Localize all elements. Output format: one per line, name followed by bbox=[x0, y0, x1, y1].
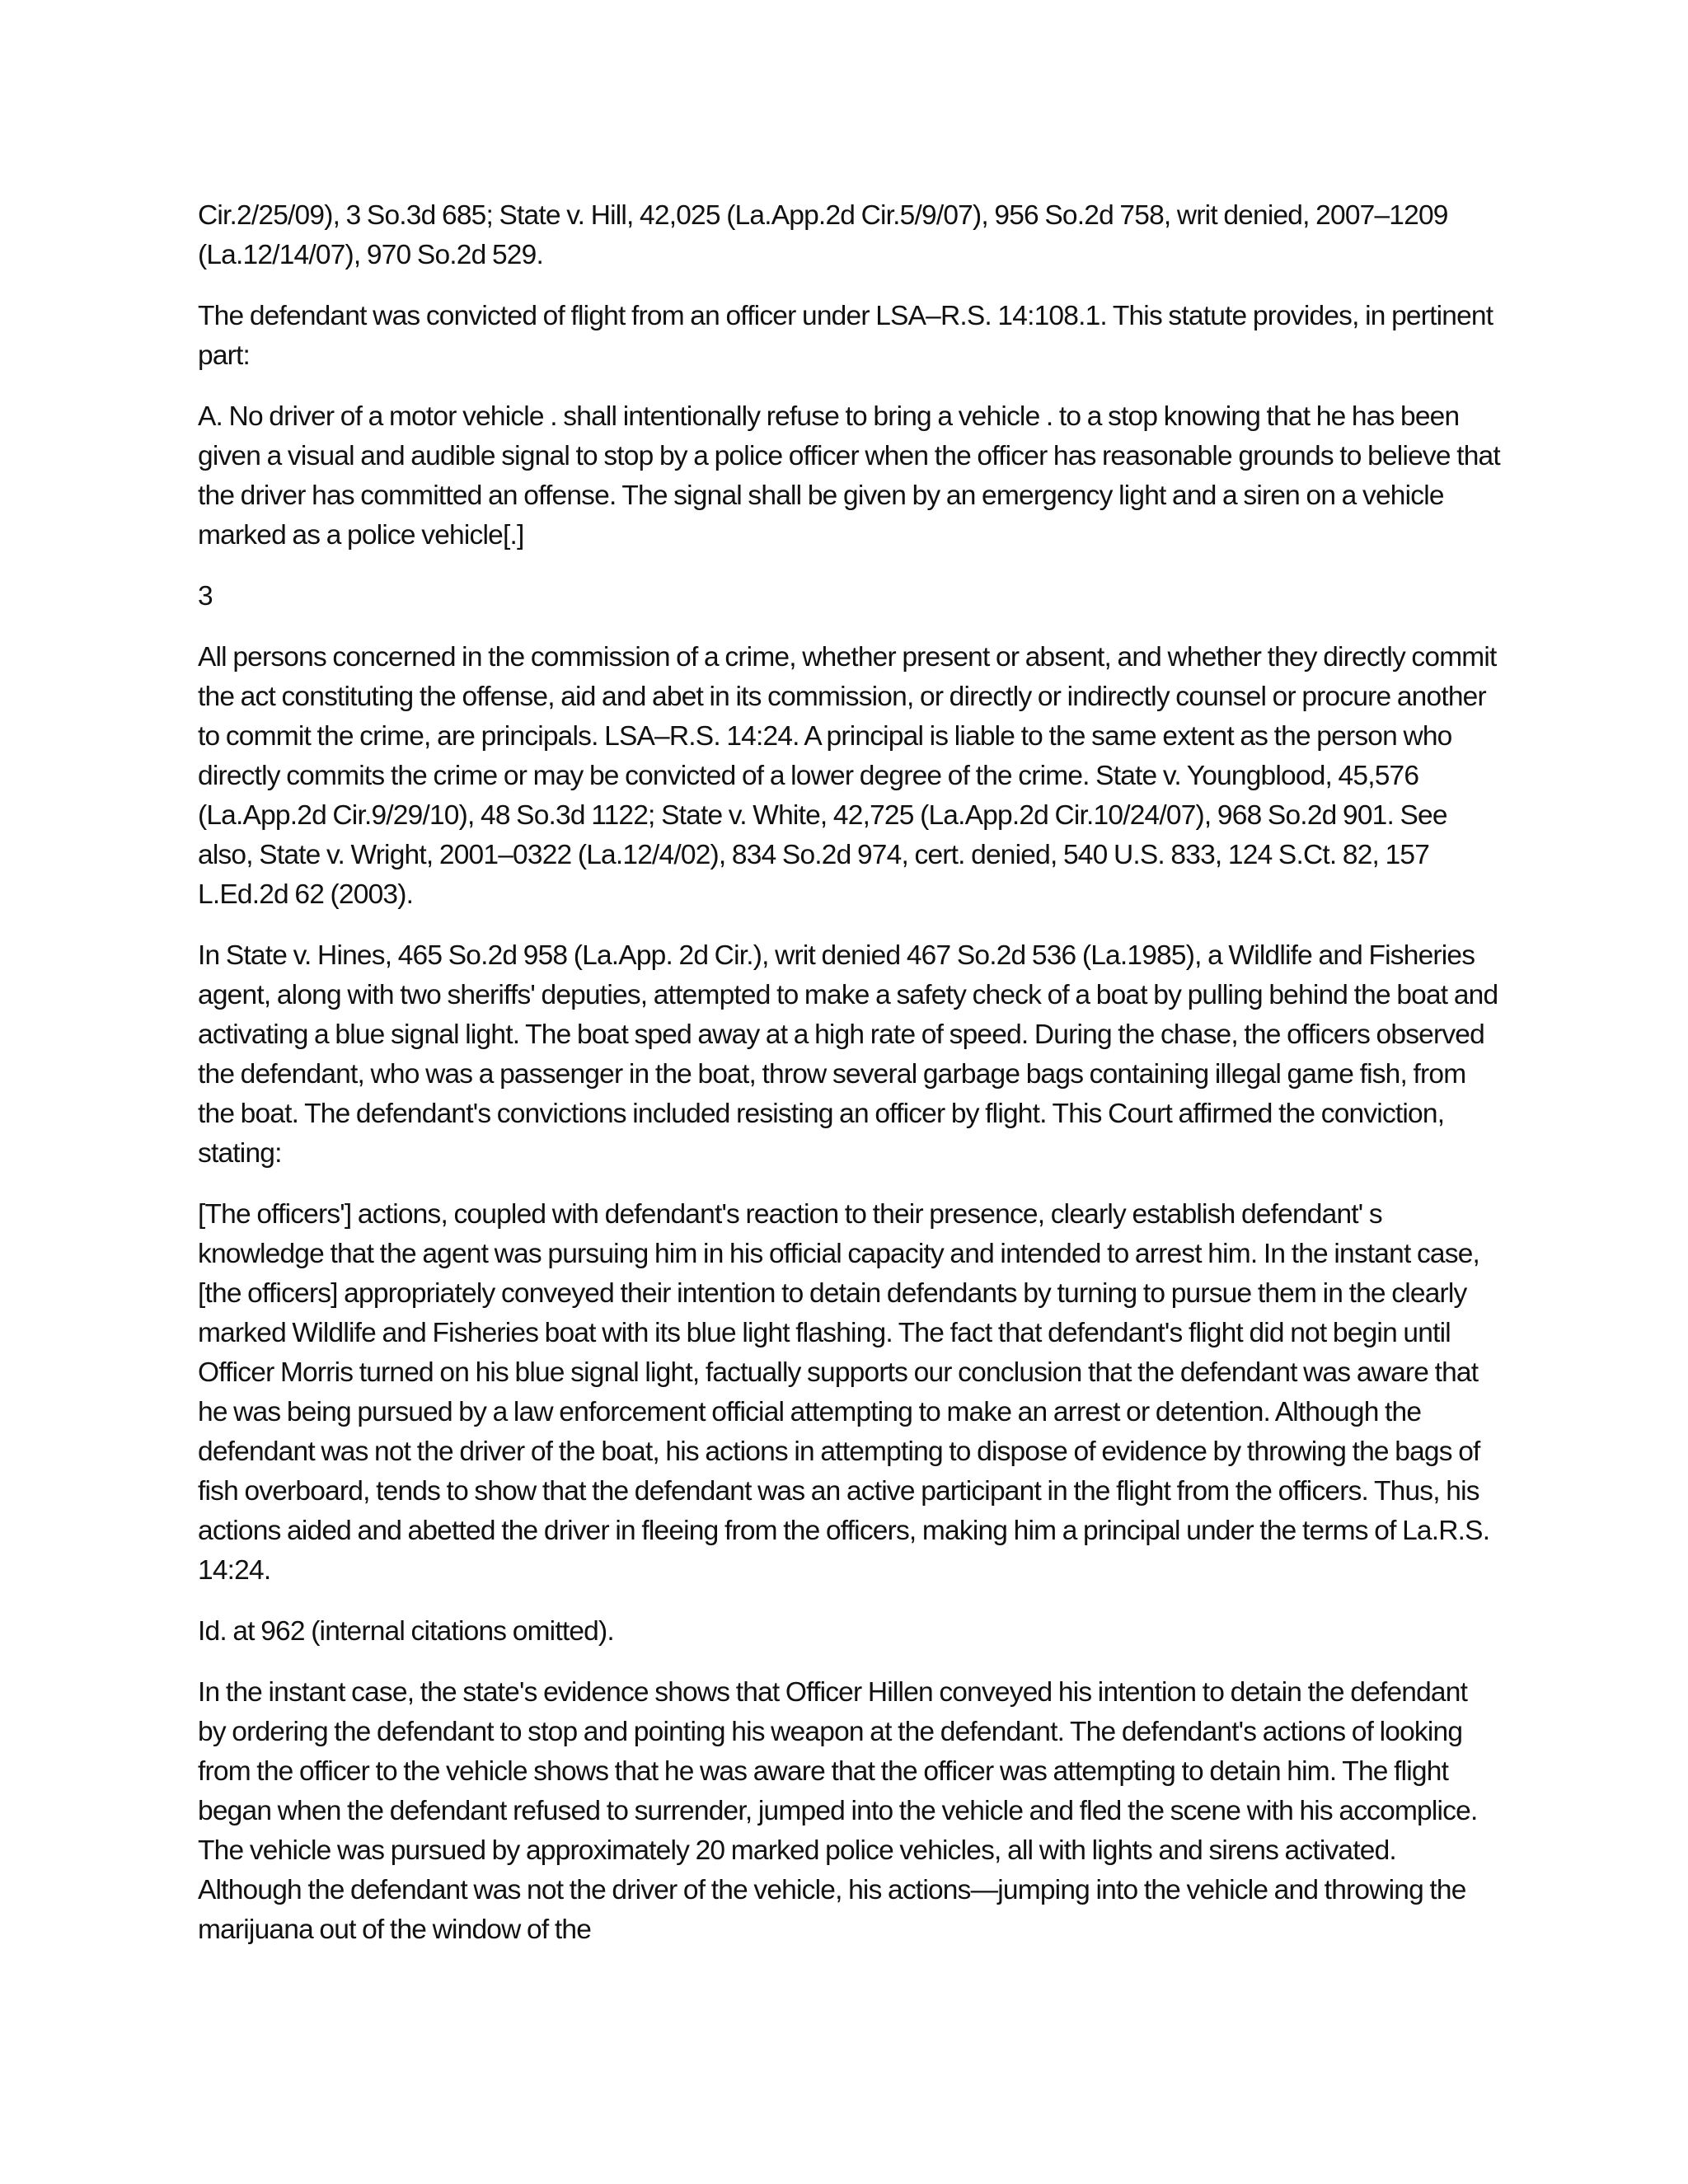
paragraph-id-citation: Id. at 962 (internal citations omitted). bbox=[198, 1616, 614, 1647]
paragraph-hines-quote: [The officers'] actions, coupled with defendant's reaction to their presence, clearly establish defendant' s knowledge that the agent was pursuing him in his official capacity and intended to arrest him. In the instant case, [the officers] appropriately conveyed their intention to detain defendants by turning to pursue them in the clearly marked Wildlife and Fisheries boat with its blue light flashing. The fact that defendant's flight did not begin until Officer Morris turned on his blue signal light, factually supports our conclusion that the defendant was aware that he was being pursued by a law enforcement official attempting to make an arrest or detention. Although the defendant was not the driver of the boat, his actions in attempting to dispose of evidence by throwing the bags of fish overboard, tends to show that the defendant was an active participant in the flight from the officers. Thus, his actions aided and abetted the driver in fleeing from the officers, making him a principal under the terms of La.R.S. 14:24. bbox=[198, 1199, 1490, 1586]
page-body bbox=[198, 196, 1500, 1971]
paragraph-hines-case: In State v. Hines, 465 So.2d 958 (La.App. 2d Cir.), writ denied 467 So.2d 536 (La.1985), a Wildlife and Fisheries agent, along with two sheriffs' deputies, attempted to make a safety check of a boat by pulling behind the boat and activating a blue signal light. The boat sped away at a high rate of speed. During the chase, the officers observed the defendant, who was a passenger in the boat, throw several garbage bags containing illegal game fish, from the boat. The defendant's convictions included resisting an officer by flight. This Court affirmed the conviction, stating: bbox=[198, 940, 1498, 1169]
paragraph-statute-intro: The defendant was convicted of flight from an officer under LSA–R.S. 14:108.1. This statute provides, in pertinent part: bbox=[198, 301, 1493, 371]
paragraph-citation-continuation: Cir.2/25/09), 3 So.3d 685; State v. Hill, 42,025 (La.App.2d Cir.5/9/07), 956 So.2d 758, writ denied, 2007–1209 (La.12/14/07), 970 So.2d 529. bbox=[198, 200, 1448, 270]
footnote-number: 3 bbox=[198, 581, 213, 612]
paragraph-principals: All persons concerned in the commission of a crime, whether present or absent, and whether they directly commit the act constituting the offense, aid and abet in its commission, or directly or indirectly counsel or procure another to commit the crime, are principals. LSA–R.S. 14:24. A principal is liable to the same extent as the person who directly commits the crime or may be convicted of a lower degree of the crime. State v. Youngblood, 45,576 (La.App.2d Cir.9/29/10), 48 So.3d 1122; State v. White, 42,725 (La.App.2d Cir.10/24/07), 968 So.2d 901. See also, State v. Wright, 2001–0322 (La.12/4/02), 834 So.2d 974, cert. denied, 540 U.S. 833, 124 S.Ct. 82, 157 L.Ed.2d 62 (2003). bbox=[198, 642, 1497, 910]
paragraph-statute-quote: A. No driver of a motor vehicle . shall intentionally refuse to bring a vehicle . to a stop knowing that he has been given a visual and audible signal to stop by a police officer when the officer has reasonable grounds to believe that the driver has committed an offense. The signal shall be given by an emergency light and a siren on a vehicle marked as a police vehicle[.] bbox=[198, 401, 1500, 551]
paragraph-instant-case: In the instant case, the state's evidence shows that Officer Hillen conveyed his intention to detain the defendant by ordering the defendant to stop and pointing his weapon at the defendant. The defendant's actions of looking from the officer to the vehicle shows that he was aware that the officer was attempting to detain him. The flight began when the defendant refused to surrender, jumped into the vehicle and fled the scene with his accomplice. The vehicle was pursued by approximately 20 marked police vehicles, all with lights and sirens activated. Although the defendant was not the driver of the vehicle, his actions—jumping into the vehicle and throwing the marijuana out of the window of the bbox=[198, 1677, 1478, 1945]
